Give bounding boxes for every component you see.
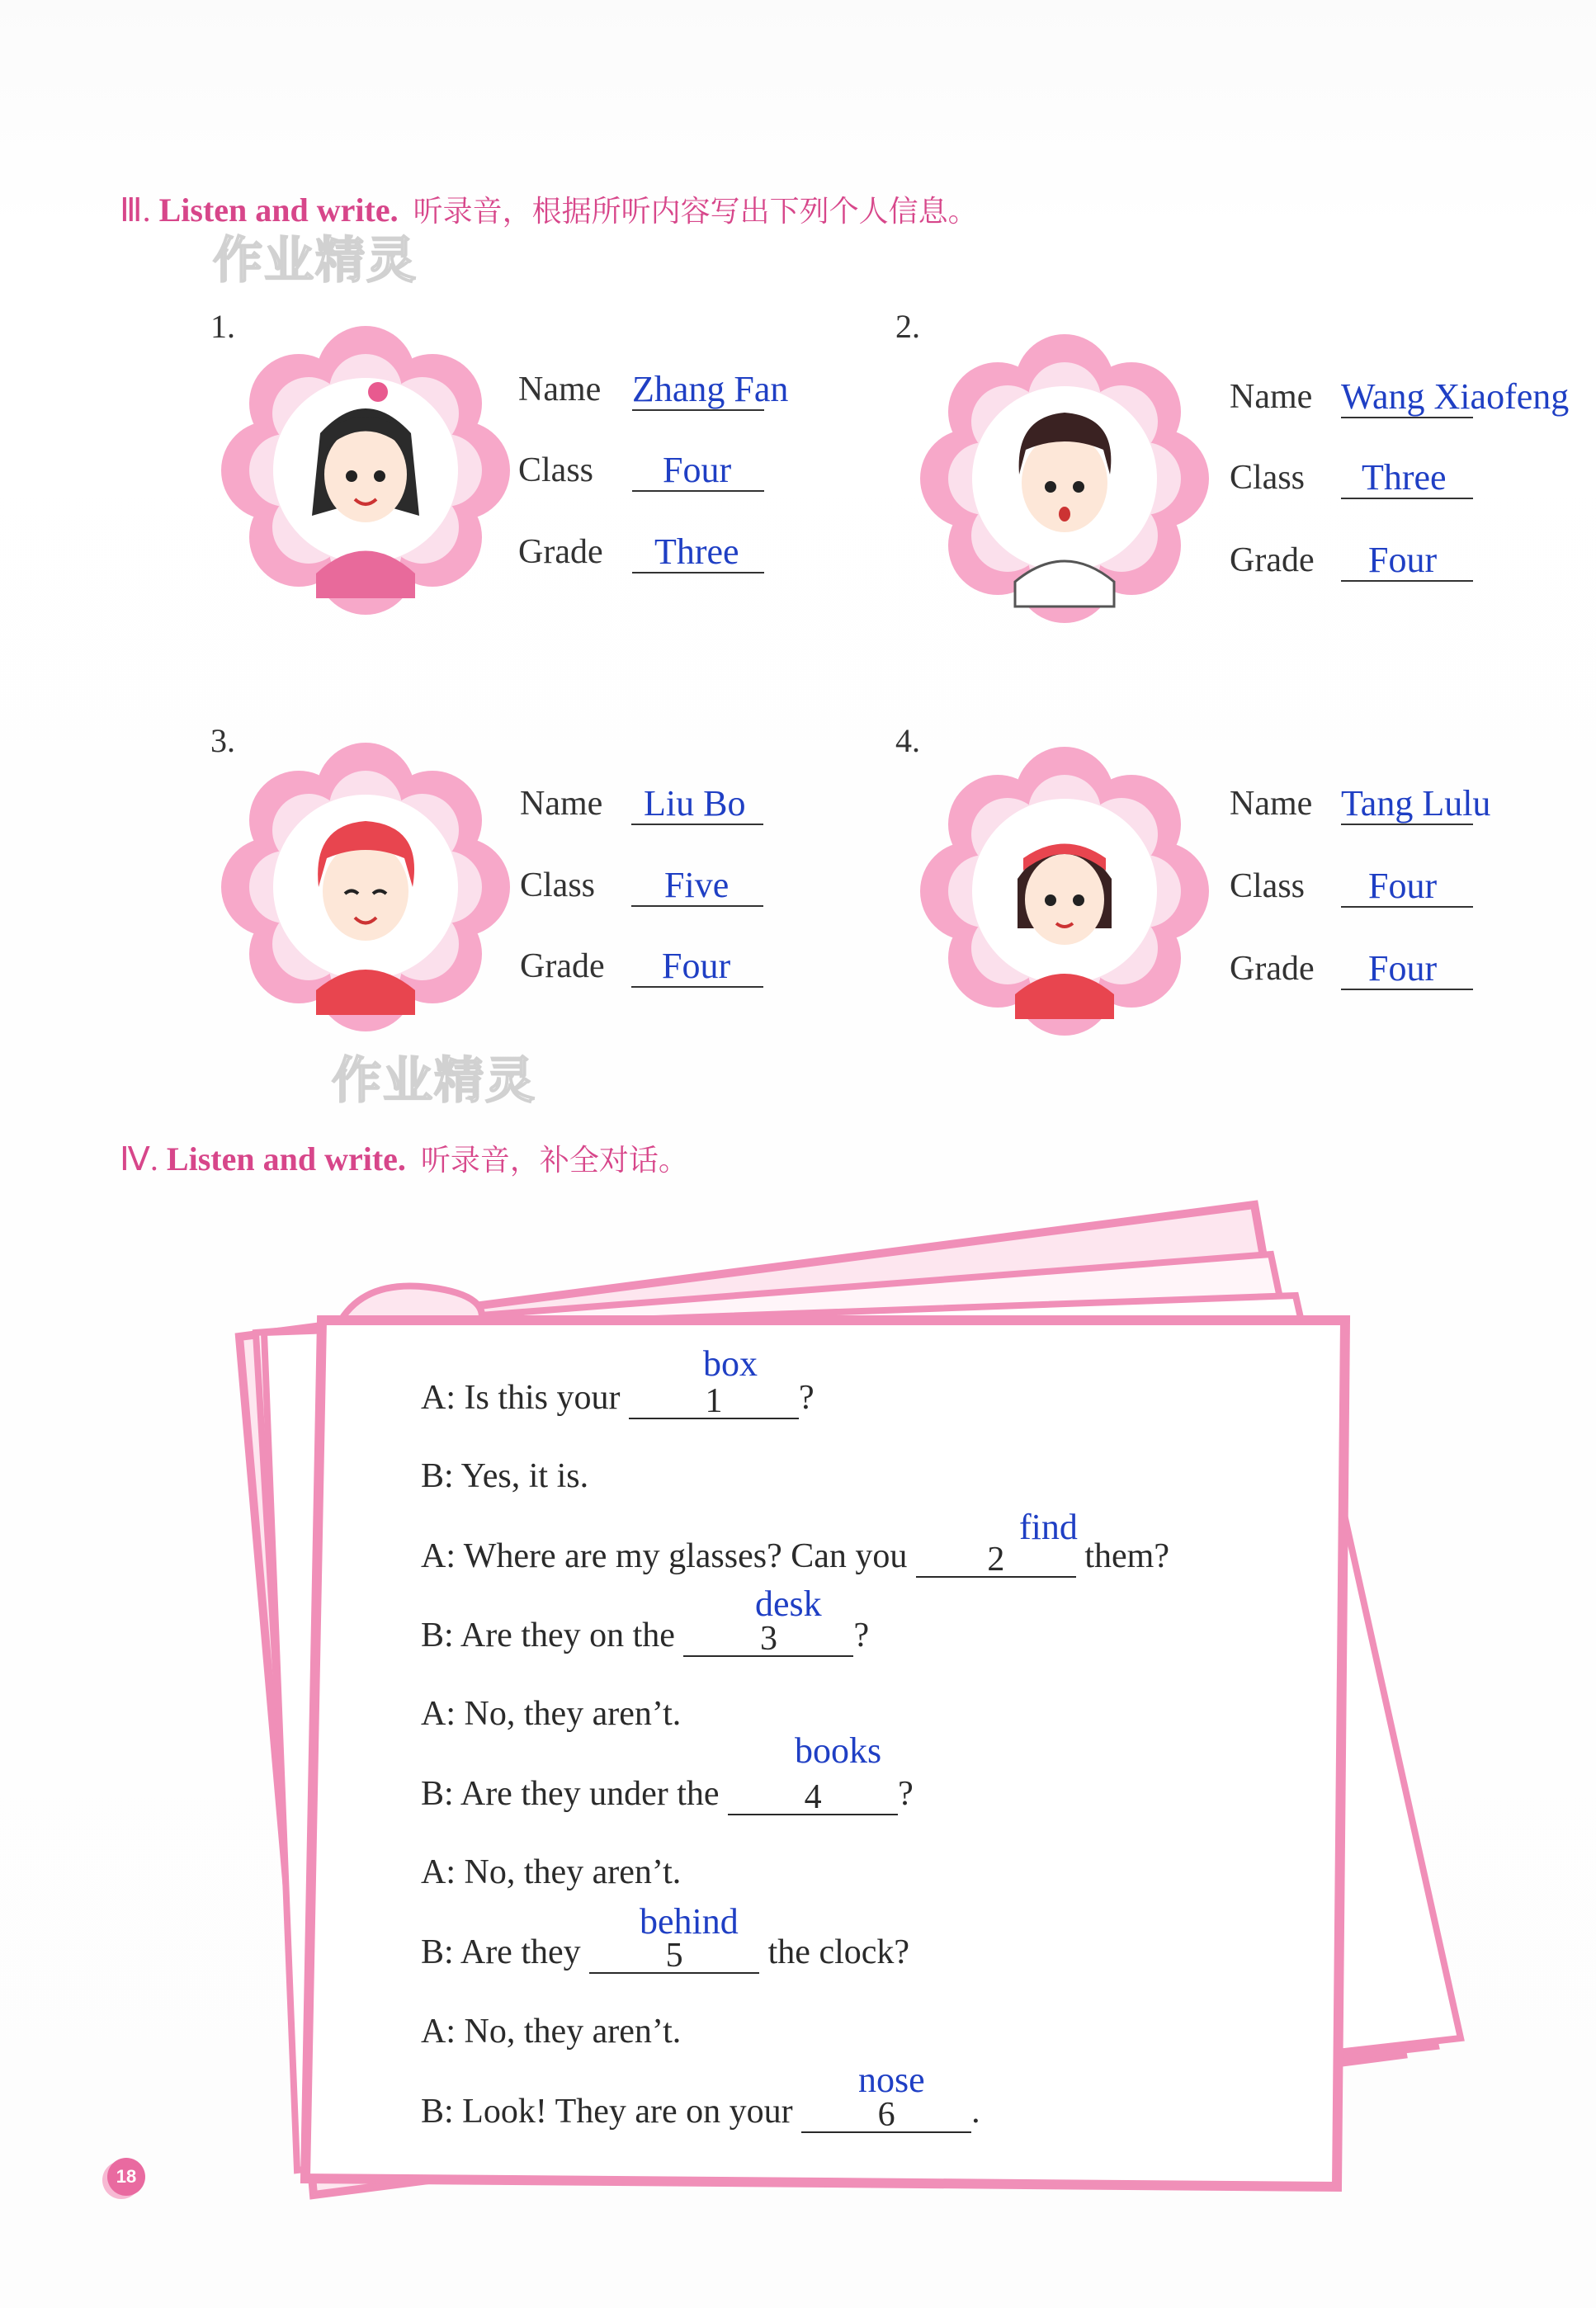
name-row: Name Liu Bo: [520, 784, 602, 824]
answer-blank: 1: [629, 1378, 799, 1419]
grade-row: Grade Four: [520, 946, 605, 986]
item-number: 4.: [895, 722, 920, 759]
section-4-title: Ⅳ. Listen and write. 听录音，补全对话。: [120, 1140, 688, 1178]
dialogue-line: B: Yes, it is.: [421, 1457, 589, 1495]
name-row: Name Tang Lulu: [1230, 783, 1491, 824]
blank-answer: find: [1019, 1507, 1078, 1547]
watermark: 作业精灵: [332, 1052, 536, 1110]
dialogue-line: B: Are they on the 3 ?: [421, 1617, 870, 1658]
answer-name: Tang Lulu: [1341, 783, 1491, 824]
answer-name: Zhang Fan: [632, 369, 789, 409]
answer-class: Three: [1362, 457, 1447, 498]
answer-class: Five: [664, 865, 730, 905]
answer-name: Liu Bo: [644, 783, 746, 824]
blank-answer: books: [795, 1730, 882, 1771]
blank-answer: box: [703, 1343, 758, 1384]
dialogue-line: A: No, they aren’t.: [421, 1695, 682, 1733]
answer-grade: Three: [654, 531, 739, 572]
answer-grade: Four: [662, 946, 731, 986]
girl-avatar-icon: [221, 326, 510, 615]
answer-blank: 5: [589, 1933, 759, 1974]
dialogue-line: A: Is this your 1 ?: [421, 1379, 815, 1420]
blank-answer: desk: [755, 1584, 822, 1624]
class-row: Class Four: [518, 451, 593, 490]
boy-avatar-icon: [920, 334, 1209, 623]
page-number: 18: [107, 2158, 145, 2196]
class-row: Class Four: [1230, 866, 1305, 906]
item-number: 1.: [210, 308, 235, 345]
dialogue-line: B: Are they under the 4 ?: [421, 1775, 914, 1816]
girl-avatar-icon: [920, 747, 1209, 1036]
paper-stack-frame: [231, 1188, 1485, 2203]
class-row: Class Five: [520, 866, 595, 905]
answer-blank: 2: [916, 1536, 1076, 1578]
dialogue-line: A: Where are my glasses? Can you 2 them?: [421, 1537, 1169, 1579]
name-row: Name Wang Xiaofeng: [1230, 376, 1570, 417]
answer-class: Four: [663, 450, 732, 490]
grade-row: Grade Three: [518, 532, 603, 572]
item-number: 2.: [895, 308, 920, 345]
watermark: 作业精灵: [213, 232, 418, 290]
grade-row: Grade Four: [1230, 949, 1315, 989]
dialogue-line: B: Are they 5 the clock?: [421, 1933, 910, 1975]
boy-avatar-icon: [221, 743, 510, 1031]
section-3-title: Ⅲ. Listen and write. 听录音，根据所听内容写出下列个人信息。: [120, 191, 978, 229]
answer-blank: 3: [683, 1616, 853, 1657]
answer-grade: Four: [1368, 540, 1438, 580]
answer-grade: Four: [1368, 948, 1438, 989]
item-number: 3.: [210, 722, 235, 759]
answer-blank: 6: [801, 2092, 971, 2133]
grade-row: Grade Four: [1230, 540, 1315, 580]
blank-answer: behind: [640, 1901, 739, 1942]
class-row: Class Three: [1230, 458, 1305, 498]
blank-answer: nose: [858, 2060, 925, 2100]
answer-class: Four: [1368, 866, 1438, 906]
dialogue-line: B: Look! They are on your 6 .: [421, 2093, 980, 2134]
dialogue-line: A: No, they aren’t.: [421, 1853, 682, 1891]
answer-name: Wang Xiaofeng: [1341, 376, 1570, 417]
dialogue-line: A: No, they aren’t.: [421, 2013, 682, 2051]
name-row: Name Zhang Fan: [518, 369, 789, 409]
answer-blank: 4: [728, 1774, 898, 1815]
